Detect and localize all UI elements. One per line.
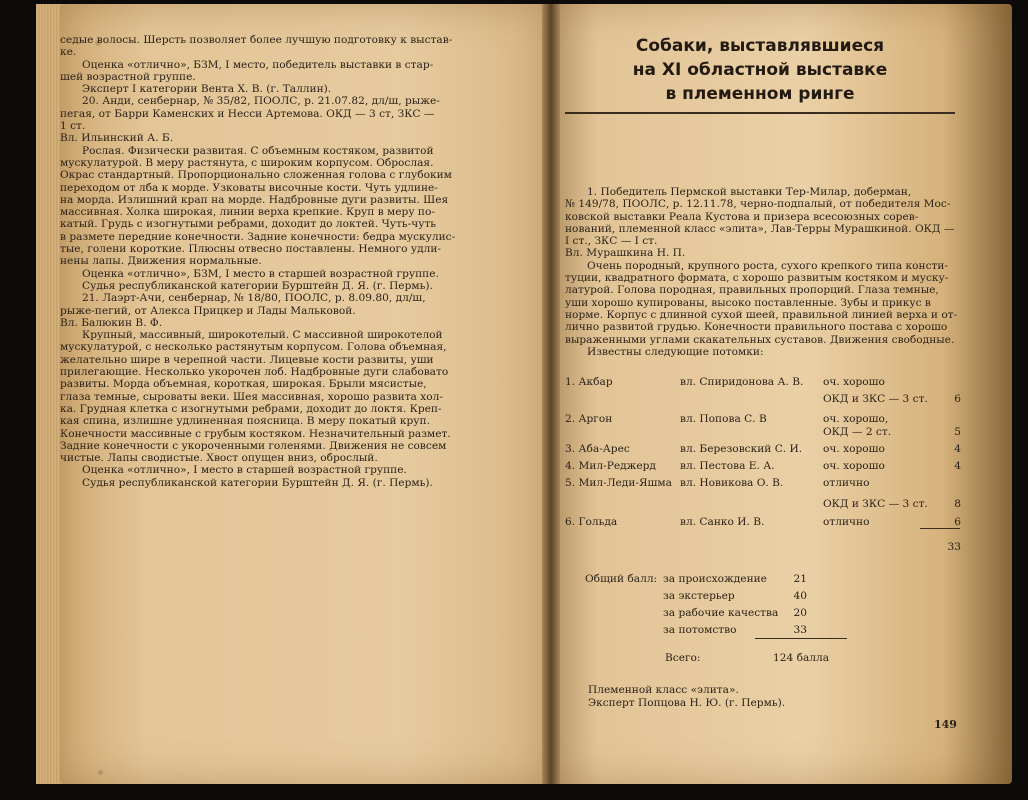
text-line: латурой. Голова породная, правильных пропорций. Глаза темные, — [565, 284, 939, 297]
offspring-name: 5. Мил-Леди-Яшма — [565, 477, 672, 489]
score-item-label: за рабочие качества — [663, 607, 779, 619]
offspring-owner: вл. Березовский С. И. — [680, 443, 803, 455]
text-line: Задние конечности с укороченными голенями. Движения не совсем — [60, 439, 447, 452]
score-item-label: за экстерьер — [663, 590, 735, 602]
footer-line: Племенной класс «элита». — [588, 684, 739, 696]
text-line: I ст., ЗКС — I ст. — [565, 235, 658, 248]
text-line: прилегающие. Несколько укорочен лоб. Надбровные дуги слабовато — [60, 366, 449, 379]
offspring-row — [565, 476, 965, 490]
text-line: массивная. Холка широкая, линии верха крепкие. Круп в меру по- — [60, 206, 435, 219]
offspring-owner: вл. Санко И. В. — [680, 516, 765, 528]
title-line: в племенном ринге — [665, 84, 855, 104]
text-line: ка. Грудная клетка с изогнутыми ребрами, доходит до локтя. Креп- — [60, 402, 442, 415]
offspring-row — [565, 497, 965, 511]
left-page-text — [60, 34, 510, 489]
text-line: пегая, от Барри Каменских и Несси Артемова. ОКД — 3 ст, ЗКС — — [60, 107, 435, 120]
text-line: в размете передние конечности. Задние конечности: бедра мускулис- — [60, 230, 456, 243]
offspring-owner: вл. Пестова Е. А. — [680, 460, 775, 472]
offspring-row — [565, 425, 965, 439]
score-item-label: за потомство — [663, 624, 737, 636]
offspring-owner: вл. Попова С. В — [680, 413, 767, 425]
offspring-name: 2. Аргон — [565, 413, 613, 425]
page-footer — [588, 684, 785, 710]
score-item-value: 21 — [793, 573, 807, 585]
offspring-points: 4 — [954, 460, 961, 472]
text-line: мускулатурой, с несколько растянутым корпусом. Голова объемная, — [60, 341, 447, 354]
offspring-name: 3. Аба-Арес — [565, 443, 630, 455]
offspring-points: 8 — [954, 498, 961, 510]
text-line: катый. Грудь с изогнутыми ребрами, доходит до локтей. Чуть-чуть — [60, 218, 437, 231]
offspring-owner: вл. Новикова О. В. — [680, 477, 784, 489]
stain-mark — [98, 770, 103, 775]
text-line: Крупный, массивный, широкотелый. С массивной широкотелой — [82, 329, 443, 342]
text-line: Вл. Ильинский А. Б. — [60, 132, 174, 145]
offspring-grade: ОКД — 2 ст. — [823, 426, 892, 438]
score-item-value: 40 — [793, 590, 807, 602]
text-line: Очень породный, крупного роста, сухого крепкого типа консти- — [587, 259, 948, 272]
text-line: 20. Анди, сенбернар, № 35/82, ПООЛС, р. 21.07.82, дл/ш, рыже- — [82, 95, 440, 108]
text-line: 1 ст. — [60, 120, 86, 133]
text-line: туции, квадратного формата, с хорошо развитым костяком и муску- — [565, 272, 949, 285]
text-line: Конечности массивные с грубым костяком. Незначительный размет. — [60, 427, 451, 440]
score-sum-rule — [755, 638, 847, 639]
text-line: Судья республиканской категории Бурштейн Д. Я. (г. Пермь). — [82, 279, 433, 292]
offspring-name: 4. Мил-Реджерд — [565, 460, 656, 472]
offspring-grade: отлично — [823, 477, 870, 489]
text-line: Рослая. Физически развитая. С объемным костяком, развитой — [82, 144, 434, 157]
book-gutter — [542, 4, 560, 784]
text-line: Известны следующие потомки: — [587, 345, 764, 358]
score-item-value: 33 — [793, 624, 807, 636]
text-line: мускулатурой. В меру растянута, с широким корпусом. Оброслая. — [60, 156, 434, 169]
text-line: нены лапы. Движения нормальные. — [60, 255, 262, 268]
text-line: Вл. Балюкин В. Ф. — [60, 316, 163, 329]
title-line: на XI областной выставке — [632, 60, 888, 80]
offspring-grade: оч. хорошо, — [823, 413, 889, 425]
offspring-points: 5 — [954, 426, 961, 438]
text-line: желательно шире в черепной части. Лицевые кости развиты, уши — [60, 353, 434, 366]
offspring-owner: вл. Спиридонова А. В. — [680, 376, 804, 388]
text-line: развиты. Морда объемная, короткая, широкая. Брыли мясистые, — [60, 378, 427, 391]
text-line: лично развитой грудью. Конечности правильного постава с хорошо — [565, 321, 948, 334]
offspring-row — [565, 459, 965, 473]
title-line: Собаки, выставлявшиеся — [635, 36, 885, 56]
offspring-grade: оч. хорошо — [823, 460, 885, 472]
offspring-row — [565, 515, 965, 529]
offspring-row — [565, 442, 965, 456]
text-line: шей возрастной группе. — [60, 70, 196, 83]
text-line: тые, голени короткие. Плюсны отвесно поставлены. Немного удли- — [60, 243, 441, 256]
text-line: ковской выставки Реала Кустова и призера всесоюзных сорев- — [565, 210, 919, 223]
text-line: Оценка «отлично», БЗМ, I место, победитель выставки в стар- — [82, 58, 434, 71]
text-line: уши хорошо купированы, высоко поставленные. Зубы и прикус в — [565, 296, 931, 309]
score-total-label: Всего: — [665, 652, 701, 664]
page-number: 149 — [934, 718, 957, 731]
text-line: чистые. Лапы сводистые. Хвост опущен вниз, оброслый. — [60, 452, 378, 465]
score-total-value: 124 балла — [773, 652, 830, 664]
text-line: кая спина, излишне удлиненная поясница. В меру покатый круп. — [60, 415, 430, 428]
score-item-value: 20 — [793, 607, 807, 619]
text-line: Окрас стандартный. Пропорционально сложенная голова с глубоким — [60, 169, 452, 182]
offspring-grade: отлично — [823, 516, 870, 528]
text-line: нований, племенной класс «элита», Лав-Терры Мурашкиной. ОКД — — [565, 222, 955, 235]
text-line: № 149/78, ПООЛС, р. 12.11.78, черно-подпалый, от победителя Мос- — [565, 198, 951, 211]
text-line: глаза темные, сыроваты веки. Шея массивная, хорошо развита хол- — [60, 390, 443, 403]
text-line: на морда. Излишний крап на морде. Надбровные дуги развиты. Шея — [60, 193, 449, 206]
footer-line: Эксперт Попцова Н. Ю. (г. Пермь). — [588, 697, 786, 709]
section-title — [570, 34, 950, 106]
text-line: норме. Корпус с длинной сухой шеей, правильной линией верха и от- — [565, 308, 958, 321]
text-line: выраженными углами скакательных суставов. Движения свободные. — [565, 333, 955, 346]
text-line: Судья республиканской категории Бурштейн Д. Я. (г. Пермь). — [82, 476, 433, 489]
text-line: 21. Лаэрт-Ачи, сенбернар, № 18/80, ПООЛС, р. 8.09.80, дл/ш, — [82, 292, 426, 305]
title-divider — [565, 112, 955, 114]
offspring-grade: ОКД и ЗКС — 3 ст. — [823, 393, 928, 405]
text-line: 1. Победитель Пермской выставки Тер-Милар, доберман, — [587, 186, 912, 198]
text-line: Оценка «отлично», I место в старшей возрастной группе. — [82, 464, 407, 477]
dog-entry-text — [565, 186, 960, 358]
score-item-label: за происхождение — [663, 573, 767, 585]
offspring-total: 33 — [947, 541, 961, 553]
text-line: Вл. Мурашкина Н. П. — [565, 247, 686, 260]
offspring-row — [565, 375, 965, 389]
offspring-points: 4 — [954, 443, 961, 455]
offspring-name: 1. Акбар — [565, 376, 613, 388]
text-line: Эксперт I категории Вента Х. В. (г. Таллин). — [82, 83, 332, 96]
offspring-points: 6 — [954, 516, 961, 528]
offspring-grade: оч. хорошо — [823, 443, 885, 455]
offspring-name: 6. Гольда — [565, 516, 618, 528]
offspring-row — [565, 392, 965, 406]
offspring-grade: ОКД и ЗКС — 3 ст. — [823, 498, 928, 510]
score-label: Общий балл: — [585, 573, 658, 585]
offspring-grade: оч. хорошо — [823, 376, 885, 388]
text-line: переходом от лба к морде. Узковаты височные кости. Чуть удлине- — [60, 181, 438, 194]
text-line: седые волосы. Шерсть позволяет более лучшую подготовку к выстав- — [60, 34, 453, 46]
text-line: рыже-пегий, от Алекса Прицкер и Лады Мальковой. — [60, 304, 356, 317]
offspring-points: 6 — [954, 393, 961, 405]
text-line: Оценка «отлично», БЗМ, I место в старшей возрастной группе. — [82, 267, 439, 280]
offspring-row — [565, 412, 965, 426]
text-line: ке. — [60, 46, 77, 59]
